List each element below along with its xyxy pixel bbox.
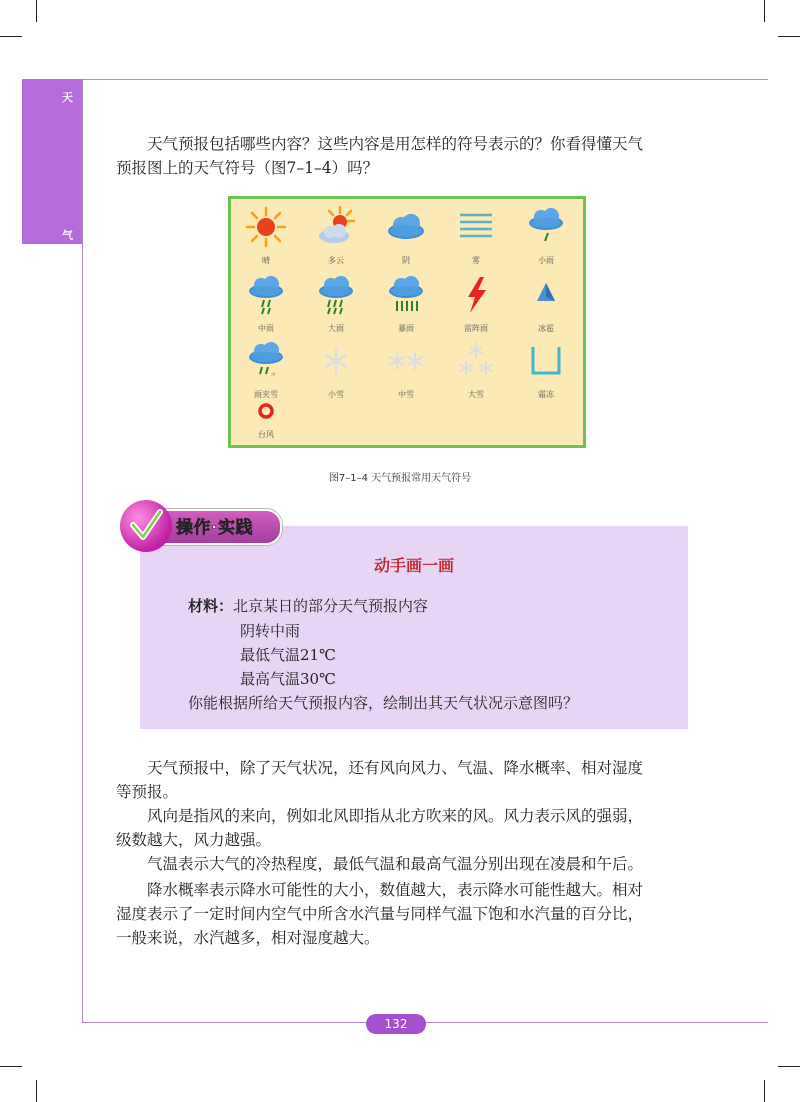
symbol-label: 小雪: [328, 390, 344, 399]
symbol-label: 中雨: [258, 324, 274, 333]
symbol-label: 雨夹雪: [254, 390, 278, 399]
symbol-typhoon: [234, 395, 298, 461]
symbol-hail: [514, 273, 578, 339]
material-item: 最高气温30℃: [240, 670, 336, 688]
symbol-label: 台风: [258, 430, 274, 439]
practice-badge: [120, 500, 280, 552]
body-line: 降水概率表示降水可能性的大小，数值越大，表示降水可能性越大。相对: [147, 881, 644, 899]
symbol-heavy-rain: [304, 273, 368, 339]
symbol-thunderstorm: [444, 273, 508, 339]
left-rule: [82, 79, 83, 1023]
light-snow-icon: [314, 339, 358, 383]
crop-mark: [0, 1066, 22, 1067]
weather-symbols-figure: [228, 196, 586, 448]
symbol-label: 晴: [262, 256, 270, 265]
fog-icon: [454, 205, 498, 249]
symbol-partly-cloudy: [304, 205, 368, 271]
symbol-overcast: [374, 205, 438, 271]
symbol-fog: [444, 205, 508, 271]
moderate-rain-icon: [244, 273, 288, 317]
thunderstorm-icon: [454, 273, 498, 317]
body-line: 等预报。: [116, 783, 179, 801]
cloud-icon: [384, 205, 428, 249]
material-item: 最低气温21℃: [240, 646, 336, 664]
symbol-sunny: [234, 205, 298, 271]
material-line: [188, 595, 428, 616]
body-line: 级数越大，风力越强。: [116, 831, 272, 849]
body-line: 湿度表示了一定时间内空气中所含水汽量与同样气温下饱和水汽量的百分比，: [116, 905, 644, 923]
heavy-snow-icon: [454, 339, 498, 383]
frost-icon: [524, 339, 568, 383]
crop-mark: [778, 1066, 800, 1067]
symbol-label: 雾: [472, 256, 480, 265]
symbol-label: 暴雨: [398, 324, 414, 333]
crop-mark: [0, 36, 22, 37]
symbol-label: 霜冻: [538, 390, 554, 399]
moderate-snow-icon: [384, 339, 428, 383]
body-paragraph-1: [116, 756, 696, 804]
hail-icon: [524, 273, 568, 317]
figure-caption: 图7–1–4 天气预报常用天气符号: [328, 473, 472, 484]
material-key: 材料：: [188, 597, 234, 615]
side-tab-char-bottom: 气: [62, 229, 73, 242]
symbol-label: 中雪: [398, 390, 414, 399]
material-item: 阴转中雨: [240, 622, 301, 640]
badge-label: 操作·实践: [176, 518, 253, 538]
body-line: 气温表示大气的冷热程度，最低气温和最高气温分别出现在凌晨和午后。: [147, 855, 644, 873]
symbol-rainstorm: [374, 273, 438, 339]
crop-mark: [764, 1080, 765, 1102]
symbol-moderate-rain: [234, 273, 298, 339]
checkmark-icon: [120, 500, 172, 552]
body-line: 风向是指风的来向，例如北风即指从北方吹来的风。风力表示风的强弱，: [147, 807, 644, 825]
practice-question: 你能根据所给天气预报内容，绘制出其天气状况示意图吗？: [188, 694, 579, 712]
symbol-label: 多云: [328, 256, 344, 265]
body-paragraph-4: [116, 878, 696, 950]
crop-mark: [778, 36, 800, 37]
body-line: 一般来说，水汽越多，相对湿度越大。: [116, 929, 380, 947]
chapter-side-tab: [22, 79, 82, 244]
symbol-label: 小雨: [538, 256, 554, 265]
intro-line-1: 天气预报包括哪些内容？这些内容是用怎样的符号表示的？你看得懂天气: [147, 135, 644, 153]
side-tab-char-top: 天: [62, 91, 73, 104]
sleet-icon: [244, 339, 288, 383]
material-text: 北京某日的部分天气预报内容: [233, 597, 429, 615]
top-rule: [82, 79, 768, 80]
page-number: 132: [366, 1014, 426, 1034]
symbol-label: 冰雹: [538, 324, 554, 333]
symbol-heavy-snow: [444, 339, 508, 405]
symbol-light-snow: [304, 339, 368, 405]
symbol-frost: [514, 339, 578, 405]
svg-text:*: *: [271, 371, 276, 382]
symbol-label: 阴: [402, 256, 410, 265]
symbol-label: 雷阵雨: [464, 324, 488, 333]
practice-title: 动手画一画: [373, 556, 454, 575]
body-paragraph-2: [116, 804, 696, 852]
crop-mark: [36, 1080, 37, 1102]
symbol-label: 大雪: [468, 390, 484, 399]
heavy-rain-icon: [314, 273, 358, 317]
light-rain-icon: [524, 205, 568, 249]
sun-cloud-icon: [314, 205, 358, 249]
sun-icon: [244, 205, 288, 249]
symbol-light-rain: [514, 205, 578, 271]
symbol-label: 大雨: [328, 324, 344, 333]
body-line: 天气预报中，除了天气状况，还有风向风力、气温、降水概率、相对湿度: [147, 759, 644, 777]
crop-mark: [36, 0, 37, 22]
crop-mark: [764, 0, 765, 22]
symbol-moderate-snow: [374, 339, 438, 405]
intro-line-2: 预报图上的天气符号（图7–1–4）吗？: [116, 159, 379, 177]
body-paragraph-3: [116, 852, 696, 876]
intro-paragraph: [116, 132, 696, 180]
rainstorm-icon: [384, 273, 428, 317]
